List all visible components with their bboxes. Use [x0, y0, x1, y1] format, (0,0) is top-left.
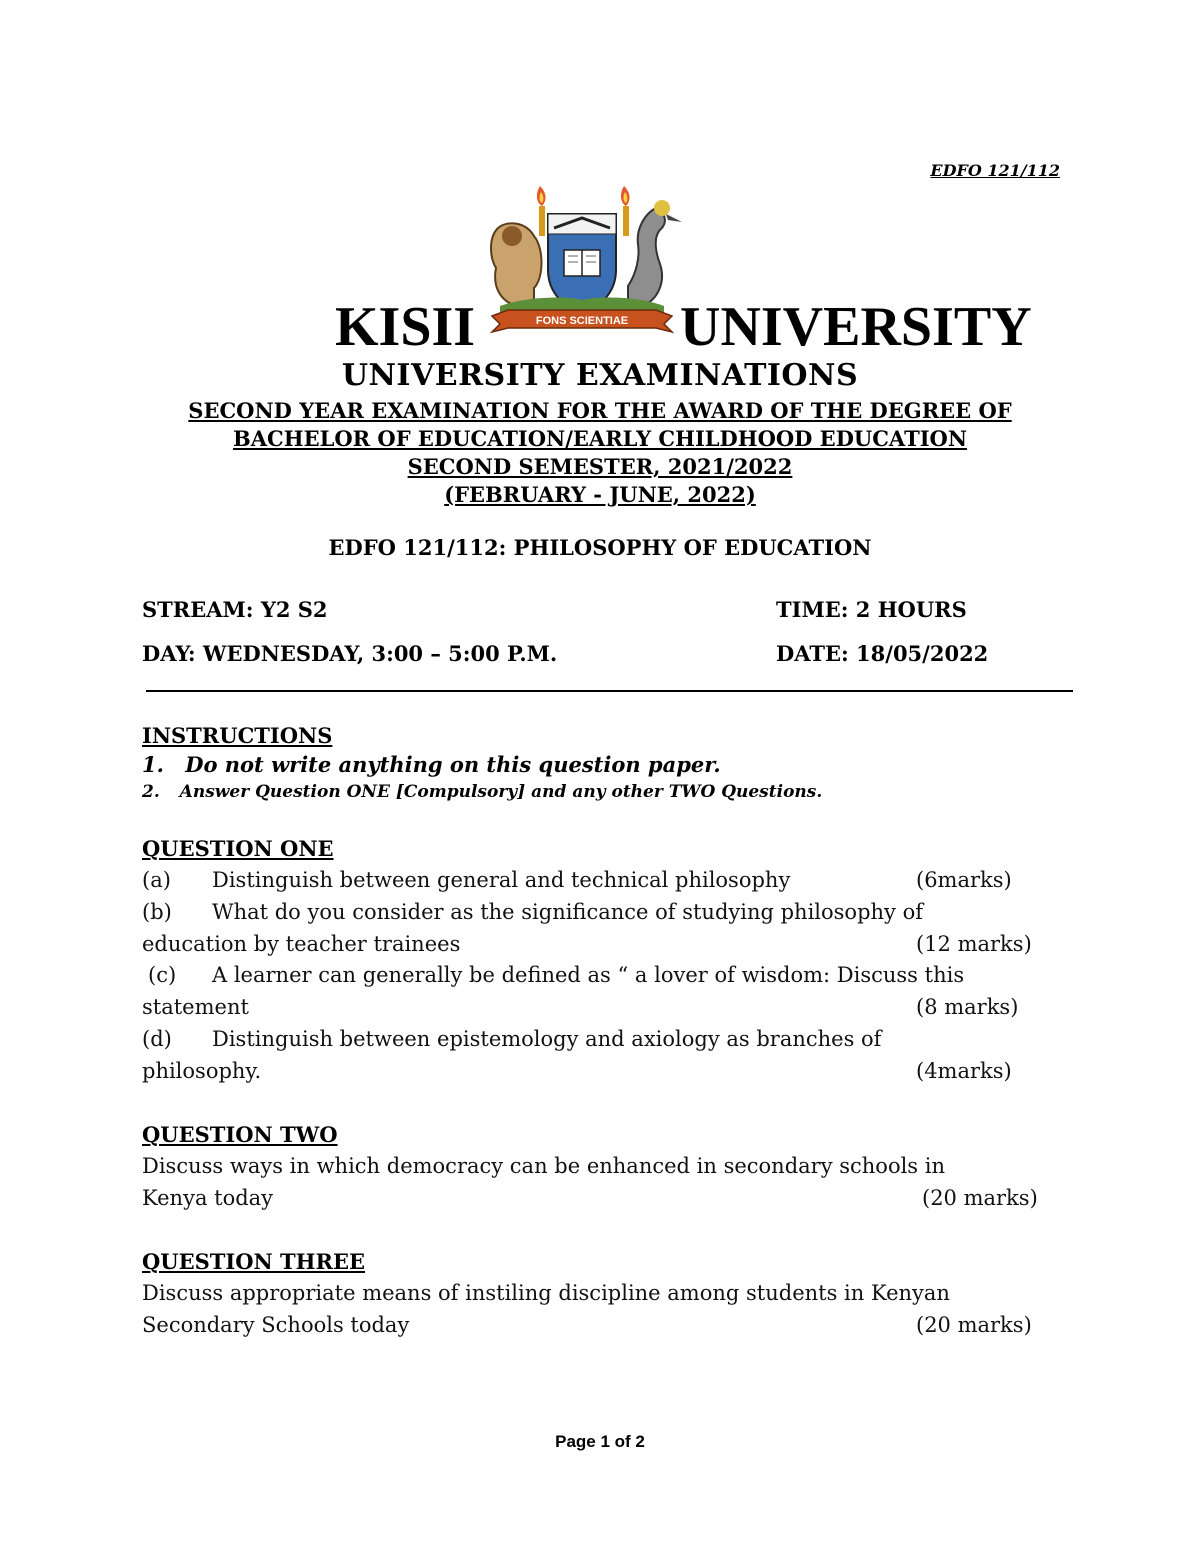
- course-code-header: EDFO 121/112: [930, 161, 1060, 180]
- instruction-1: [142, 752, 721, 777]
- q1b-text-2: education by teacher trainees: [142, 932, 461, 956]
- stream-label: STREAM: Y2 S2: [142, 597, 328, 622]
- q1a-text: Distinguish between general and technical philosophy: [212, 868, 791, 892]
- q1c-label: (c): [148, 963, 177, 987]
- q1a-label: (a): [142, 868, 171, 892]
- question-one-heading: QUESTION ONE: [142, 836, 334, 861]
- q1d-text-2: philosophy.: [142, 1059, 262, 1083]
- q1a-marks: (6marks): [916, 868, 1012, 892]
- course-title: EDFO 121/112: PHILOSOPHY OF EDUCATION: [328, 535, 872, 560]
- q1b-marks: (12 marks): [916, 932, 1032, 956]
- q1b-label: (b): [142, 900, 172, 924]
- q3-text-2: Secondary Schools today: [142, 1313, 410, 1337]
- q1c-marks: (8 marks): [916, 995, 1019, 1019]
- q2-text-2: Kenya today: [142, 1186, 274, 1210]
- motto-text: FONS SCIENTIAE: [535, 315, 629, 327]
- page-number: Page 1 of 2: [555, 1432, 645, 1451]
- exams-title: UNIVERSITY EXAMINATIONS: [341, 358, 859, 393]
- q1c-text-2: statement: [142, 995, 249, 1019]
- period-line: (FEBRUARY - JUNE, 2022): [444, 482, 756, 507]
- q3-text-1: Discuss appropriate means of instiling discipline among students in Kenyan: [142, 1281, 950, 1305]
- instruction-2: [142, 782, 822, 802]
- university-name-left: KISII: [335, 296, 476, 358]
- q1b-text-1: What do you consider as the significance of studying philosophy of: [212, 900, 923, 924]
- instruction-1-text: Do not write anything on this question paper.: [185, 752, 721, 777]
- question-two-heading: QUESTION TWO: [142, 1122, 338, 1147]
- time-label: TIME: 2 HOURS: [776, 597, 967, 622]
- date-label: DATE: 18/05/2022: [776, 641, 989, 666]
- instruction-2-number: 2.: [142, 782, 160, 802]
- degree-line-1: SECOND YEAR EXAMINATION FOR THE AWARD OF THE DEGREE OF: [188, 398, 1012, 423]
- header-divider: [146, 690, 1073, 692]
- q3-marks: (20 marks): [916, 1313, 1032, 1337]
- university-name-right: UNIVERSITY: [680, 296, 1032, 358]
- q2-text-1: Discuss ways in which democracy can be enhanced in secondary schools in: [142, 1154, 946, 1178]
- q1c-text-1: A learner can generally be defined as “ a lover of wisdom: Discuss this: [212, 963, 965, 987]
- instruction-2-text: Answer Question ONE [Compulsory] and any other TWO Questions.: [179, 782, 823, 802]
- q1d-label: (d): [142, 1027, 172, 1051]
- q2-marks: (20 marks): [922, 1186, 1038, 1210]
- semester-line: SECOND SEMESTER, 2021/2022: [407, 454, 793, 479]
- q1d-text-1: Distinguish between epistemology and axiology as branches of: [212, 1027, 882, 1051]
- university-crest-logo: [478, 178, 686, 346]
- instruction-1-number: 1.: [142, 752, 164, 777]
- degree-line-2: BACHELOR OF EDUCATION/EARLY CHILDHOOD EDUCATION: [232, 426, 968, 451]
- question-three-heading: QUESTION THREE: [142, 1249, 365, 1274]
- q1d-marks: (4marks): [916, 1059, 1012, 1083]
- instructions-heading: INSTRUCTIONS: [142, 723, 333, 748]
- day-label: DAY: WEDNESDAY, 3:00 – 5:00 P.M.: [142, 641, 558, 666]
